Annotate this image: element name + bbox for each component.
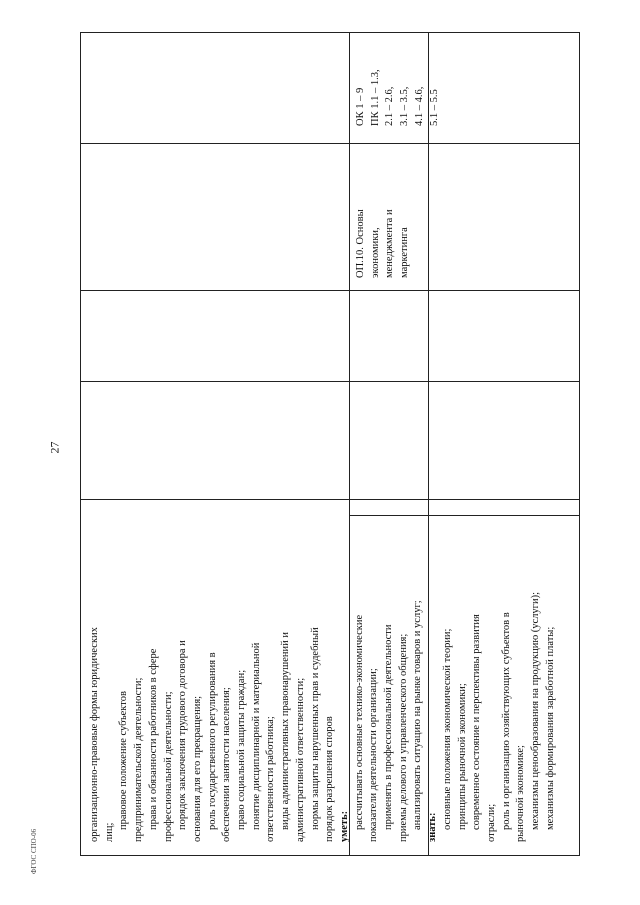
content-line: отрасли; — [485, 803, 497, 842]
content-line: понятие дисциплинарной и материальной — [250, 642, 262, 830]
content-line: нормы защиты нарушенных прав и судебный — [309, 627, 321, 830]
discipline-line: экономики, — [369, 227, 381, 278]
content-line: показатели деятельности организации; — [368, 668, 380, 842]
content-line: предпринимательской деятельности; — [133, 677, 145, 842]
content-line: организационно-правовые формы юридических — [89, 627, 100, 842]
code-line: 5.1 – 5.5 — [428, 89, 440, 126]
content-line: роль государственного регулирования в — [206, 652, 218, 830]
content-line: рассчитывать основные технико-экономические — [353, 614, 365, 830]
code-line: 4.1 – 4.6, — [413, 86, 425, 126]
content-line: административной ответственности; — [294, 677, 306, 842]
content-line: ответственности работника; — [265, 716, 277, 842]
content-line: основные положения экономической теории; — [441, 628, 453, 830]
content-line: механизмы ценообразования на продукцию (услуги); — [530, 591, 542, 830]
content-line: порядок заключения трудового договора и — [177, 640, 189, 830]
content-line: обеспечении занятости населения; — [221, 687, 233, 842]
section-divider — [349, 515, 579, 516]
discipline-line: менеджмента и — [384, 209, 396, 278]
discipline-line: ОП.10. Основы — [355, 209, 366, 278]
content-line: анализировать ситуацию на рынке товаров и услуг; — [412, 600, 424, 830]
content-line: права и обязанности работников в сфере — [147, 648, 159, 830]
code-line: ОК 1 – 9 — [355, 87, 366, 126]
content-line: механизмы формирования заработной платы; — [544, 626, 556, 830]
content-line: правовое положение субъектов — [118, 691, 130, 830]
content-line: применять в профессиональной деятельности — [383, 624, 395, 830]
competency-codes — [354, 69, 442, 126]
content-line: современное состояние и перспективы развития — [471, 614, 483, 830]
code-line: 2.1 – 2.6, — [384, 86, 396, 126]
content-line: принципы рыночной экономики; — [456, 683, 468, 830]
content-line: порядок разрешения споров — [324, 716, 336, 842]
content-line: основания для его прекращения; — [191, 695, 203, 842]
content-line: право социальной защиты граждан; — [236, 669, 248, 830]
content-line: профессиональной деятельности; — [162, 691, 174, 842]
content-line: виды административных правонарушений и — [280, 632, 292, 830]
discipline-name — [354, 209, 413, 278]
content-line: приемы делового и управленческого общения; — [397, 633, 409, 842]
row-divider-2 — [81, 290, 579, 291]
footer-code: ФГОС СПО-06 — [30, 828, 38, 874]
content-line: лиц; — [103, 822, 115, 842]
code-line: 3.1 – 3.5, — [399, 86, 411, 126]
knowledge-heading: знать: — [427, 812, 439, 842]
page-number: 27 — [47, 441, 62, 454]
discipline-line: маркетинга — [399, 227, 411, 278]
content-line: рыночной экономике; — [515, 745, 527, 842]
content-line: роль и организацию хозяйствующих субъектов в — [500, 612, 512, 830]
code-line: ПК 1.1 – 1.3, — [369, 69, 381, 126]
row-divider-3 — [81, 381, 579, 382]
content-text — [88, 592, 559, 842]
skills-heading: уметь: — [338, 810, 350, 842]
row-divider-4 — [81, 499, 579, 500]
row-divider-1 — [81, 143, 579, 144]
